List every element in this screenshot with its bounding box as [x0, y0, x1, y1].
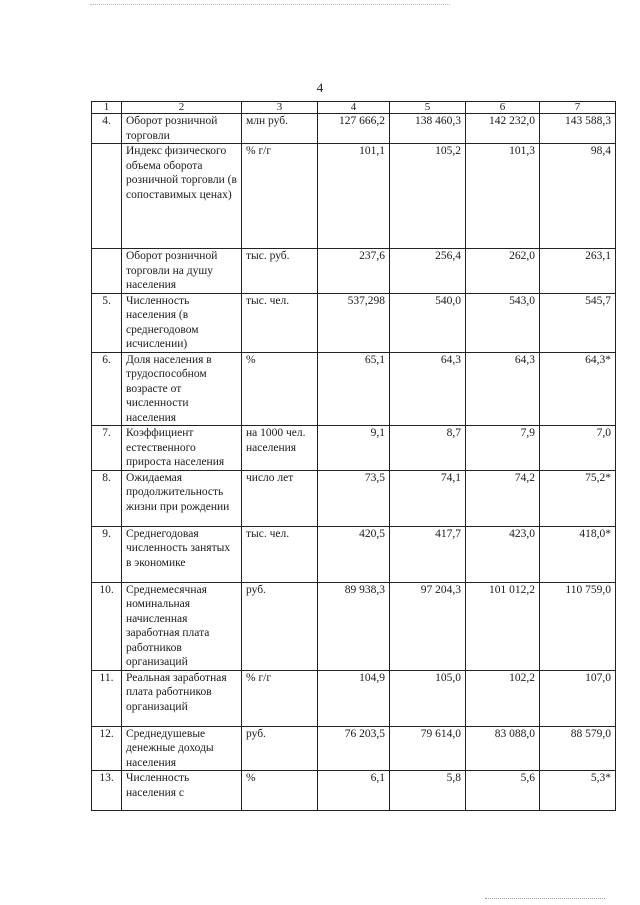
- value-cell: 417,7: [390, 526, 466, 582]
- row-number: 8.: [92, 470, 122, 526]
- header-cell: 7: [540, 102, 616, 114]
- unit-cell: число лет: [242, 470, 318, 526]
- table-row: [92, 426, 616, 471]
- value-cell: 420,5: [318, 526, 390, 582]
- table-row: [92, 582, 616, 670]
- value-cell: 101,3: [466, 144, 540, 249]
- indicator-name: Среднедушевые денежные доходы населения: [122, 726, 242, 771]
- unit-cell: тыс. руб.: [242, 249, 318, 294]
- indicator-name: Индекс физического объема оборота розничной торговли (в сопоставимых ценах): [122, 144, 242, 249]
- indicator-name: Ожидаемая продолжительность жизни при рождении: [122, 470, 242, 526]
- value-cell: 7,0: [540, 426, 616, 471]
- row-number: 12.: [92, 726, 122, 771]
- indicator-name: Реальная заработная плата работников организаций: [122, 670, 242, 726]
- value-cell: 127 666,2: [318, 114, 390, 144]
- value-cell: 256,4: [390, 249, 466, 294]
- header-cell: 1: [92, 102, 122, 114]
- indicators-table: [91, 101, 616, 811]
- value-cell: 237,6: [318, 249, 390, 294]
- value-cell: 102,2: [466, 670, 540, 726]
- table-row: [92, 293, 616, 352]
- value-cell: 104,9: [318, 670, 390, 726]
- row-number: 11.: [92, 670, 122, 726]
- row-number: 7.: [92, 426, 122, 471]
- indicator-name: Доля населения в трудоспособном возрасте от численности населения: [122, 352, 242, 426]
- value-cell: 74,2: [466, 470, 540, 526]
- value-cell: 6,1: [318, 771, 390, 811]
- value-cell: 79 614,0: [390, 726, 466, 771]
- value-cell: 83 088,0: [466, 726, 540, 771]
- value-cell: 76 203,5: [318, 726, 390, 771]
- value-cell: 138 460,3: [390, 114, 466, 144]
- value-cell: 537,298: [318, 293, 390, 352]
- row-number: 4.: [92, 114, 122, 144]
- value-cell: 89 938,3: [318, 582, 390, 670]
- value-cell: 75,2*: [540, 470, 616, 526]
- unit-cell: тыс. чел.: [242, 526, 318, 582]
- value-cell: 142 232,0: [466, 114, 540, 144]
- row-number: 13.: [92, 771, 122, 811]
- value-cell: 101,1: [318, 144, 390, 249]
- table-row: [92, 144, 616, 249]
- value-cell: 540,0: [390, 293, 466, 352]
- unit-cell: % г/г: [242, 670, 318, 726]
- header-row: [92, 102, 616, 114]
- indicator-name: Численность населения (в среднегодовом исчислении): [122, 293, 242, 352]
- value-cell: 543,0: [466, 293, 540, 352]
- value-cell: 97 204,3: [390, 582, 466, 670]
- value-cell: 101 012,2: [466, 582, 540, 670]
- value-cell: 88 579,0: [540, 726, 616, 771]
- unit-cell: % г/г: [242, 144, 318, 249]
- value-cell: 5,6: [466, 771, 540, 811]
- row-number: 5.: [92, 293, 122, 352]
- value-cell: 74,1: [390, 470, 466, 526]
- value-cell: 64,3*: [540, 352, 616, 426]
- top-edge-artifact: [90, 0, 450, 5]
- value-cell: 7,9: [466, 426, 540, 471]
- unit-cell: %: [242, 771, 318, 811]
- value-cell: 545,7: [540, 293, 616, 352]
- value-cell: 8,7: [390, 426, 466, 471]
- value-cell: 107,0: [540, 670, 616, 726]
- indicator-name: Среднегодовая численность занятых в экономике: [122, 526, 242, 582]
- row-number: 10.: [92, 582, 122, 670]
- indicator-name: Численность населения с: [122, 771, 242, 811]
- indicator-name: Коэффициент естественного прироста населения: [122, 426, 242, 471]
- indicator-name: Среднемесячная номинальная начисленная заработная плата работников организаций: [122, 582, 242, 670]
- unit-cell: на 1000 чел. населения: [242, 426, 318, 471]
- unit-cell: млн руб.: [242, 114, 318, 144]
- value-cell: 73,5: [318, 470, 390, 526]
- value-cell: 262,0: [466, 249, 540, 294]
- table-row: [92, 526, 616, 582]
- unit-cell: тыс. чел.: [242, 293, 318, 352]
- value-cell: 5,8: [390, 771, 466, 811]
- row-number: 9.: [92, 526, 122, 582]
- footer-dotted-line: [485, 898, 605, 899]
- value-cell: 9,1: [318, 426, 390, 471]
- indicator-name: Оборот розничной торговли: [122, 114, 242, 144]
- row-number: 6.: [92, 352, 122, 426]
- header-cell: 2: [122, 102, 242, 114]
- unit-cell: руб.: [242, 582, 318, 670]
- table-row: [92, 249, 616, 294]
- table-row: [92, 726, 616, 771]
- value-cell: 65,1: [318, 352, 390, 426]
- value-cell: 263,1: [540, 249, 616, 294]
- value-cell: 98,4: [540, 144, 616, 249]
- page-number: 4: [316, 80, 324, 95]
- table-row: [92, 114, 616, 144]
- table-row: [92, 670, 616, 726]
- table-row: [92, 470, 616, 526]
- header-cell: 6: [466, 102, 540, 114]
- row-number: [92, 144, 122, 249]
- value-cell: 143 588,3: [540, 114, 616, 144]
- table-row: [92, 352, 616, 426]
- value-cell: 105,2: [390, 144, 466, 249]
- value-cell: 423,0: [466, 526, 540, 582]
- value-cell: 110 759,0: [540, 582, 616, 670]
- value-cell: 418,0*: [540, 526, 616, 582]
- header-cell: 3: [242, 102, 318, 114]
- value-cell: 105,0: [390, 670, 466, 726]
- header-cell: 5: [390, 102, 466, 114]
- value-cell: 64,3: [466, 352, 540, 426]
- value-cell: 5,3*: [540, 771, 616, 811]
- value-cell: 64,3: [390, 352, 466, 426]
- unit-cell: %: [242, 352, 318, 426]
- unit-cell: руб.: [242, 726, 318, 771]
- indicator-name: Оборот розничной торговли на душу населения: [122, 249, 242, 294]
- table-row: [92, 771, 616, 811]
- header-cell: 4: [318, 102, 390, 114]
- row-number: [92, 249, 122, 294]
